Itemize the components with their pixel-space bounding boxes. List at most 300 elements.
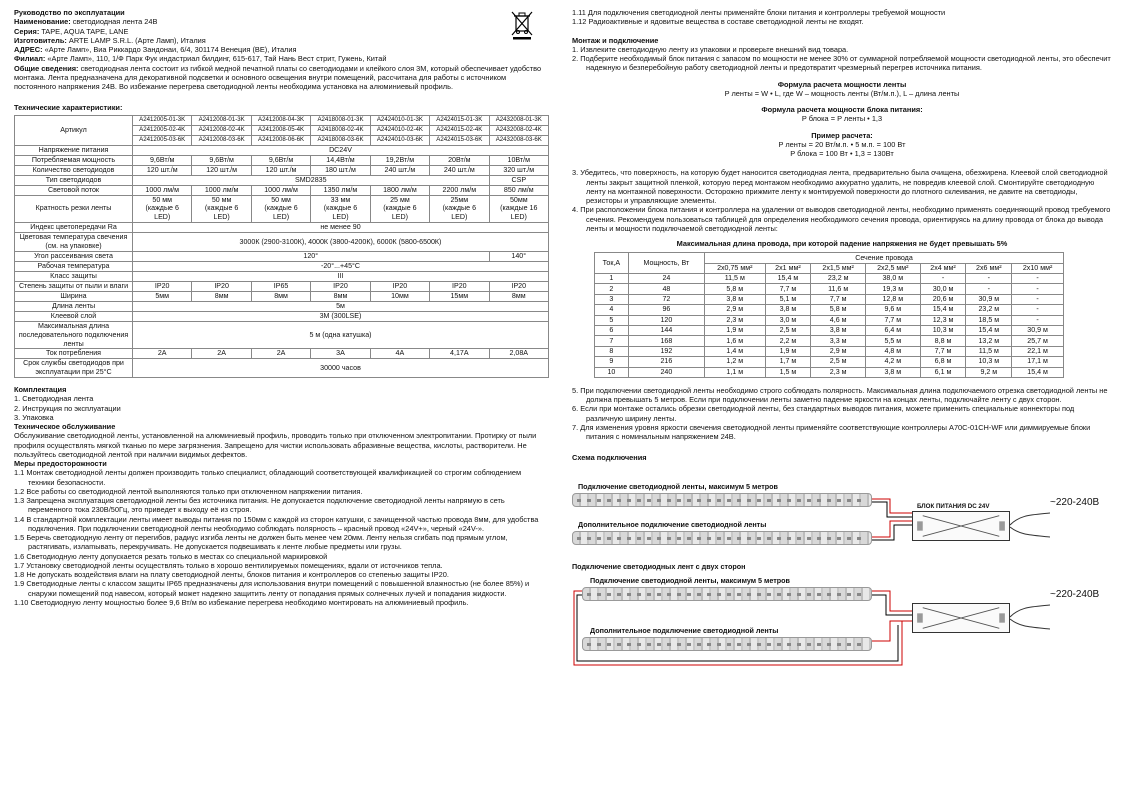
spec-label: Длина ленты [15,301,133,311]
wire-table-cell: 11,5 м [966,346,1012,356]
spec-value: 2А [192,349,251,359]
wire-table-cell: 1,2 м [704,357,765,367]
name-line: Наименование: светодиодная лента 24В [14,17,158,27]
spec-row [15,271,549,281]
spec-value: IP20 [489,281,548,291]
wire-table-cell: 22,1 м [1012,346,1064,356]
article-code: A2418008-03-6K [311,135,370,145]
article-code: A2424010-02-4K [370,125,429,135]
cut-line: 50 мм [211,195,232,204]
spec-value: IP65 [251,281,310,291]
wire-table-cell: 23,2 м [811,274,866,284]
cut-line: LED) [451,213,468,222]
wire-table-cell: 7,7 м [865,315,920,325]
spec-value [311,195,370,223]
diagram-a-label-1: Подключение светодиодной ленты, максимум 5 метров [578,481,778,491]
wire-section-header: 2х1 мм² [765,263,811,273]
wire-table-cell: 4,8 м [865,346,920,356]
cut-line: (каждые 6 [442,204,477,213]
spec-value: 2А [251,349,310,359]
formula-1-title: Формула расчета мощности ленты [777,79,907,89]
wire-table-cell: 2,3 м [811,367,866,377]
wire-table-head-section: Сечение провода [704,253,1063,263]
article-code: A2412008-05-4K [251,125,310,135]
spec-value: 4А [370,349,429,359]
cut-line: (каждые 6 [323,204,358,213]
wire-table-cell: 3,3 м [811,336,866,346]
cut-line: 25мм [450,195,469,204]
wire-table-cell: 7,7 м [920,346,966,356]
example-2: P блока = 100 Вт • 1,3 = 130Вт [790,149,894,158]
wire-table-cell: 1,9 м [704,325,765,335]
spec-label: Угол рассеивания света [15,251,133,261]
wire-table-cell: 5,5 м [865,336,920,346]
wire-table-cell: 11,5 м [704,274,765,284]
spec-row [15,223,549,233]
safety-item: 1.9 Светодиодные ленты с классом защиты IP65 предназначены для использования внутри помещений с повышенной влажностью (не более 85%) и снаружи помещений под навесом, который может надежно защитить ленту от попадания прямых солнечных лучей и попадания жидкости. [14,579,530,598]
wires-icon [572,581,912,669]
spec-label: Срок службы светодиодов при эксплуатации при 25°С [15,359,133,378]
wire-table-title: Максимальная длина провода, при которой падение напряжения не будет превышать 5% [676,239,1008,248]
wire-table-cell: 1 [595,274,629,284]
kit-item: 2. Инструкция по эксплуатации [14,403,121,413]
mount-list-3 [572,386,1112,442]
spec-row [15,233,549,252]
mount-list [572,45,1112,73]
wire-table-cell: 240 [628,367,704,377]
wire-table-row [595,284,1064,294]
spec-label: Кратность резки ленты [15,195,133,223]
spec-value: 10Вт/м [489,155,548,165]
spec-value: 1000 лм/м [192,185,251,195]
spec-value: 120 шт./м [133,165,192,175]
cut-line: (каждые 6 [145,204,179,213]
wire-table-cell: 8 [595,346,629,356]
wire-table-cell: 5,8 м [811,305,866,315]
spec-value: IP20 [311,281,370,291]
spec-value: 120° [133,251,490,261]
diagram-title: Схема подключения [572,453,647,463]
spec-value: III [133,271,549,281]
ac-voltage-label: ~220-240В [1050,588,1100,600]
spec-value: 9,6Вт/м [251,155,310,165]
safety-item: 1.5 Беречь светодиодную ленту от перегибов, радиус изгиба ленты не должен быть менее чем 20мм. Ленту нельзя сгибать под прямым углом, растягивать, излamывать, перекручивать. Не допускается подвешивать к ленте любые предметы или грузы. [14,533,508,552]
ac-cable-icon [1010,597,1050,637]
specs-table [14,115,549,379]
cut-line: 25 мм [390,195,410,204]
wire-table-cell: 10 [595,367,629,377]
cut-line: LED) [213,213,230,222]
header-block [14,8,549,91]
service-text: Обслуживание светодиодной ленты, установленной на алюминиевый профиль, проводить только при отключенном электропитании. Протирку от пыли профиля осуществлять мягкой тканью по мере загрязнения. Запрещено для чистки использовать абразивные вещества, кислоты, растворители. Не пользуйтесь светодиодной лентой при наличии видимых дефектов. [14,431,537,459]
weee-bin-icon [510,10,534,40]
wire-table-cell: - [1012,294,1064,304]
safety-item: 1.7 Установку светодиодной ленты осуществлять только в хорошо вентилируемых помещениях, вдали от источников тепла. [14,560,443,570]
wire-table-cell: 9,2 м [966,367,1012,377]
wire-section-header: 2х2,5 мм² [865,263,920,273]
spec-value: IP20 [133,281,192,291]
spec-value: 9,6Вт/м [133,155,192,165]
spec-label: Ширина [15,291,133,301]
wire-table-cell: 6 [595,325,629,335]
safety-item: 1.6 Светодиодную ленту допускается резать только в местах со специальной маркировкой [14,551,328,561]
cut-line: (каждые 6 [383,204,417,213]
wire-table-cell: 2,3 м [704,315,765,325]
spec-value: 30000 часов [133,359,549,378]
spec-label-article: Артикул [15,115,133,145]
cut-line: LED) [154,213,171,222]
spec-row [15,175,549,185]
wire-table-cell: 2 [595,284,629,294]
cut-line: LED) [510,213,527,222]
cut-line: 50 мм [271,195,291,204]
spec-value: 1000 лм/м [251,185,310,195]
cut-line: 50 мм [152,195,173,204]
wire-table-cell: 25,7 м [1012,336,1064,346]
spec-row [15,349,549,359]
wire-table-cell: 1,4 м [704,346,765,356]
power-supply-icon [912,603,1010,633]
wire-table-row [595,357,1064,367]
wire-table-row [595,325,1064,335]
spec-value: 240 шт./м [370,165,429,175]
spec-label: Цветовая температура свечения (см. на упаковке) [15,233,133,252]
wire-table-cell: 2,2 м [765,336,811,346]
wire-table-cell: 15,4 м [1012,367,1064,377]
spec-value: 1350 лм/м [311,185,370,195]
wire-table-cell: 1,9 м [765,346,811,356]
wire-table-cell: 2,9 м [811,346,866,356]
spec-value: 3А [311,349,370,359]
spec-label: Степень защиты от пыли и влаги [15,281,133,291]
wire-table-cell: 4,6 м [811,315,866,325]
wire-table-cell: 15,4 м [966,325,1012,335]
wire-table-cell: 15,4 м [920,305,966,315]
wire-table-cell: 10,3 м [920,325,966,335]
wire-table-head-power: Мощность, Вт [628,253,704,274]
safety-title: Меры предосторожности [14,459,107,469]
wire-table-cell: 72 [628,294,704,304]
spec-value: 8мм [489,291,548,301]
wire-table-cell: 1,6 м [704,336,765,346]
wire-table-row [595,274,1064,284]
safety-list [14,468,549,607]
wire-table-cell: 6,1 м [920,367,966,377]
spec-value: 240 шт./м [430,165,489,175]
article-code: A2418008-01-3K [311,115,370,125]
spec-value [251,195,310,223]
article-code: A2424015-02-4K [430,125,489,135]
wire-table-cell: 96 [628,305,704,315]
spec-value: IP20 [430,281,489,291]
wire-table-cell: - [966,284,1012,294]
led-strip [572,493,872,507]
formula-2: P блока = P ленты • 1,3 [801,114,883,124]
spec-value: 15мм [430,291,489,301]
spec-value: 14,4Вт/м [311,155,370,165]
wire-table-cell: 30,0 м [920,284,966,294]
spec-label: Индекс цветопередачи Ra [15,223,133,233]
wire-section-header: 2х10 мм² [1012,263,1064,273]
spec-value: 9,6Вт/м [192,155,251,165]
spec-row [15,359,549,378]
spec-value: 180 шт./м [311,165,370,175]
mount-step: 1. Извлеките светодиодную ленту из упаковки и проверьте внешний вид товара. [572,44,849,54]
wire-table-cell: 7,7 м [765,284,811,294]
safety-item: 1.3 Запрещена эксплуатация светодиодной ленты без источника питания. Не допускается подключение светодиодной ленты напрямую в сеть переменного тока 230В/50Гц, это приведет к выходу её из строя. [14,496,505,515]
wiring-diagram [572,463,1112,673]
wire-table-cell: 3,8 м [765,305,811,315]
wire-table-row [595,367,1064,377]
cut-line: (каждые 6 [264,204,298,213]
address-line: АДРЕС: «Арте Ламп», Виа Риккардо Зандонаи, 6/4, 301174 Венеция (ВЕ), Италия [14,45,297,54]
wire-table-cell: 30,9 м [1012,325,1064,335]
spec-value: 20Вт/м [430,155,489,165]
wire-table-cell: 11,6 м [811,284,866,294]
spec-value: DC24V [133,145,549,155]
cut-line: (каждые 6 [204,204,239,213]
wire-table-cell: - [1012,315,1064,325]
wire-table-cell: 3,0 м [765,315,811,325]
spec-row [15,115,549,125]
diagram-b-label-1: Подключение светодиодной ленты, максимум 5 метров [590,575,790,585]
spec-value: 2А [133,349,192,359]
series-line: Серия: TAPE, AQUA TAPE, LANE [14,26,129,36]
spec-value: SMD2835 [133,175,490,185]
cut-line: LED) [272,213,290,222]
formula-1: P ленты = W • L, где W – мощность ленты (Вт/м.п.), L – длина ленты [724,88,960,98]
wire-table-cell: 3,8 м [865,367,920,377]
mount-step: 3. Убедитесь, что поверхность, на которую будет наносится светодиодная лента, предварительно была очищена, обезжирена. Клеевой слой светодиодной ленты закрыт защитной пленкой, которую перед монтажом необходимо аккуратно удалить, не повредив клеевой слой. Смонтируйте светодиодную ленту на монтажной поверхности. Осторожно прижмите ленту к монтируемой поверхности до плотного склеивания, не давите на светодиоды, резисторы и управляющие элементы. [572,168,1108,205]
spec-label: Потребляемая мощность [15,155,133,165]
mount-step: 5. При подключении светодиодной ленты необходимо строго соблюдать полярность. Максимальная длина подключаемого отрезка светодиодной ленты не должна превышать 5 метров. Если при подключении ленты заметно падение яркости на концах ленты, подключайте ленту с двух сторон. [572,385,1108,405]
wire-table-cell: 6,4 м [865,325,920,335]
safety-item: 1.8 Не допускать воздействия влаги на плату светодиодной ленты, блоков питания и контроллеров со степенью защиты IP20. [14,570,449,580]
cut-line: LED) [332,213,349,222]
cut-line: (каждые 16 [500,204,538,213]
wire-section-header: 2х6 мм² [966,263,1012,273]
article-code: A2412008-02-4K [192,125,251,135]
power-supply-icon [912,511,1010,541]
article-code: A2424015-03-6K [430,135,489,145]
para-1-11: 1.11 Для подключения светодиодной ленты применяйте блоки питания и контроллеры требуемой мощности [572,8,946,17]
wire-table-cell: 5 [595,315,629,325]
led-strip [572,531,872,545]
wire-table-cell: - [1012,274,1064,284]
spec-value: 8мм [311,291,370,301]
spec-value: 10мм [370,291,429,301]
ac-cable-icon [1010,505,1050,545]
spec-row [15,291,549,301]
spec-row [15,311,549,321]
safety-item: 1.2 Все работы со светодиодной лентой выполняются только при отключенном напряжении питания. [14,486,363,496]
wire-table-cell: 12,3 м [920,315,966,325]
wire-table-cell: 8,8 м [920,336,966,346]
wire-table-cell: 38,0 м [865,274,920,284]
spec-row [15,195,549,223]
spec-label: Количество светодиодов [15,165,133,175]
wire-table-cell: 5,1 м [765,294,811,304]
spec-label: Ток потребления [15,349,133,359]
article-code: A2412008-04-3K [251,115,310,125]
specs-title: Технические характеристики: [14,103,123,113]
wire-table-cell: 9,6 м [865,305,920,315]
safety-item: 1.4 В стандартной комплектации ленты имеет выводы питания по 150мм с каждой из сторон катушки, с зачищенной частью провода 8мм, для удобства подключения. При подключении светодиодной ленты необходимо соблюдать полярность – красный провод «24V+», черный «24V-». [14,514,539,533]
safety-item: 1.1 Монтаж светодиодной ленты должен производить только специалист, обладающий соответствующей квалификацией со строгим соблюдением техники безопасности. [14,468,522,487]
wire-table-cell: - [966,274,1012,284]
spec-value: 5мм [133,291,192,301]
spec-value: 5м [133,301,549,311]
wire-table-cell: 144 [628,325,704,335]
spec-row [15,155,549,165]
spec-value: 3М (300LSE) [133,311,549,321]
article-code: A2432008-03-6K [489,135,548,145]
article-code: A2412005-02-4K [133,125,192,135]
wire-section-header: 2х1,5 мм² [811,263,866,273]
spec-value: 5 м (одна катушка) [133,321,549,349]
wire-section-header: 2х4 мм² [920,263,966,273]
wire-table-cell: 2,5 м [765,325,811,335]
kit-section [14,385,549,468]
wire-table-cell: - [920,274,966,284]
spec-value [192,195,251,223]
wire-table-cell: 216 [628,357,704,367]
left-column [14,8,549,607]
wire-table-cell: 23,2 м [966,305,1012,315]
wire-table-row [595,305,1064,315]
formulas [572,80,1112,159]
spec-row [15,281,549,291]
right-column [572,8,1112,673]
ac-voltage-label: ~220-240В [1050,496,1100,508]
wire-table-cell: 3,8 м [704,294,765,304]
doc-title: Руководство по эксплуатации [14,8,125,17]
wire-table-cell: 2,5 м [811,357,866,367]
branch-line: Филиал: «Арте Ламп», 110, 1/Ф Парк Фук индастриал билдинг, 615-617, Тай Нань Вест стрит, Гужень, Китай [14,54,387,64]
mount-list-2 [572,168,1112,233]
wire-table-cell: 1,5 м [765,367,811,377]
spec-label: Максимальная длина последовательного подключения ленты [15,321,133,349]
spec-row [15,251,549,261]
wire-table-cell: 30,9 м [966,294,1012,304]
spec-row [15,301,549,311]
spec-value: 19,2Вт/м [370,155,429,165]
article-code: A2412008-06-6K [251,135,310,145]
wire-table-row [595,346,1064,356]
safety-item: 1.10 Светодиодную ленту мощностью более 9,6 Вт/м во избежание перегрева необходимо монтировать на алюминиевый профиль. [14,597,469,607]
spec-value: IP20 [370,281,429,291]
wire-table-cell: 15,4 м [765,274,811,284]
cut-line: LED) [391,213,408,222]
spec-row [15,185,549,195]
mount-step: 2. Подберите необходимый блок питания с запасом по мощности не менее 30% от суммарной потребляемой мощности светодиодной ленты, это обеспечит надежную и безперебойную работу светодиодной ленты и предотвратит чрезмерный перегрев источника питания. [572,54,1111,73]
spec-label: Класс защиты [15,271,133,281]
spec-row [15,321,549,349]
service-title: Техническое обслуживание [14,422,116,432]
wire-table-cell: 19,3 м [865,284,920,294]
spec-row [15,261,549,271]
spec-value: 8мм [251,291,310,301]
spec-label: Напряжение питания [15,145,133,155]
wire-table-cell: 7 [595,336,629,346]
wire-table-cell: 3,8 м [811,325,866,335]
wire-table-row [595,294,1064,304]
spec-label: Рабочая температура [15,261,133,271]
wire-table-cell: 3 [595,294,629,304]
article-code: A2424010-03-6K [370,135,429,145]
wire-table-cell: 7,7 м [811,294,866,304]
diagram-b-label-2: Дополнительное подключение светодиодной ленты [590,625,779,635]
spec-value [370,195,429,223]
spec-value: IP20 [192,281,251,291]
wire-table-cell: 18,5 м [966,315,1012,325]
wire-table-cell: 1,1 м [704,367,765,377]
mount-title: Монтаж и подключение [572,35,659,45]
mount-step: 7. Для изменения уровня яркости свечения светодиодной ленты применяйте соответствующие контроллеры A70C-01CH-WF или диммируемые блоки питания с номинальным напряжением 24В. [572,422,1091,442]
wire-table-cell: - [1012,284,1064,294]
spec-value: 8мм [192,291,251,301]
wire-table-cell: 192 [628,346,704,356]
wires-icon [872,493,912,553]
maker-line: Изготовитель: ARTE LAMP S.R.L. (Арте Ламп), Италия [14,35,206,45]
spec-row [15,165,549,175]
wire-table-cell: 1,7 м [765,357,811,367]
wire-table-cell: 12,8 м [865,294,920,304]
general-info: Общие сведения: светодиодная лента состоит из гибкой медной печатной платы со светодиодами и клейкого слоя 3М, который обеспечивает удобство монтажа. Лента предназначена для декоративной подсветки и основного освещения внутри помещений, рассчитана для работы с источником постоянного напряжения 24В. Во избежание перегрева светодиодной ленты необходима установка на алюминиевый профиль. [14,63,542,91]
article-code: A2412005-03-6K [133,135,192,145]
spec-value [489,195,548,223]
article-code: A2424010-01-3K [370,115,429,125]
spec-value: 120 шт./м [251,165,310,175]
wire-table-cell: - [1012,305,1064,315]
wire-table-cell: 4,2 м [865,357,920,367]
kit-item: 3. Упаковка [14,412,54,422]
diagram-a-label-2: Дополнительное подключение светодиодной ленты [578,519,767,529]
article-code: A2412008-01-3K [192,115,251,125]
kit-item: 1. Светодиодная лента [14,394,94,404]
wire-table-row [595,315,1064,325]
wire-table-cell: 6,8 м [920,357,966,367]
article-code: A2418008-02-4K [311,125,370,135]
spec-value: 4,17А [430,349,489,359]
mount-step: 4. При расположении блока питания и контроллера на удалении от выводов светодиодной ленты, необходимо применять соединяющий провод требуемого сечения. Рекомендуем пользоваться таблицей для определения необходимого сечения провода, ориентируясь на длину провода от блока до вывода ленты и мощности подключаемой светодиодной ленты: [572,205,1111,233]
article-code: A2412008-03-6K [192,135,251,145]
spec-value: 2,08А [489,349,548,359]
wire-table-cell: 10,3 м [966,357,1012,367]
cut-line: 33 мм [330,195,351,204]
example-title: Пример расчета: [811,130,873,140]
mount-step: 6. Если при монтаже остались обрезки светодиодной ленты, без стандартных выводов питания, можете применить специальные коннекторы под различную ширину ленты. [572,404,1075,423]
article-code: A2412005-01-3K [133,115,192,125]
spec-value [133,195,192,223]
psu-label: БЛОК ПИТАНИЯ DC 24V [917,502,990,510]
wire-table-cell: 13,2 м [966,336,1012,346]
wire-table-cell: 5,8 м [704,284,765,294]
spec-value: 320 шт./м [489,165,548,175]
kit-title: Комплектация [14,385,67,395]
example-1: P ленты = 20 Вт/м.п. • 5 м.п. = 100 Вт [778,139,906,149]
wire-table-cell: 20,6 м [920,294,966,304]
wire-table [594,252,1064,378]
wire-section-header: 2х0,75 мм² [704,263,765,273]
wire-table-head-current: Ток,А [595,253,629,274]
article-code: A2432008-01-3K [489,115,548,125]
cut-line: 50мм [509,195,528,204]
wire-table-cell: 2,9 м [704,305,765,315]
wire-table-cell: 24 [628,274,704,284]
spec-value: 3000К (2900-3100К), 4000К (3800-4200К), 6000К (5800-6500К) [133,233,549,252]
spec-label: Тип светодиодов [15,175,133,185]
